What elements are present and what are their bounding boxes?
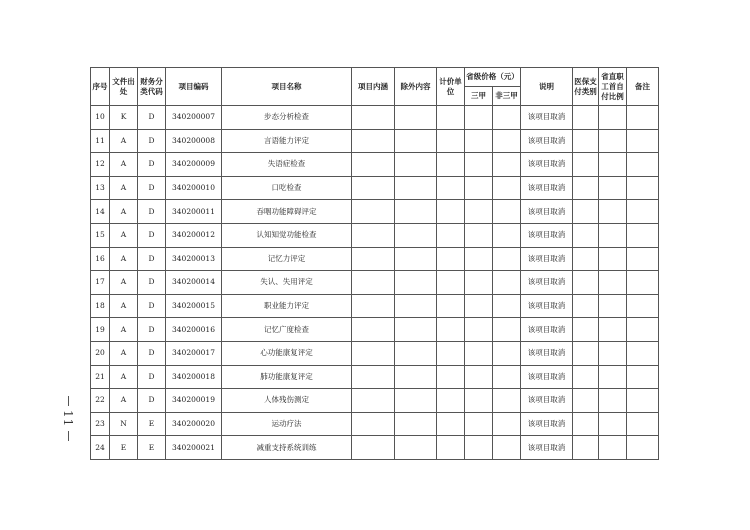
cell-remark: 该项目取消 [521, 129, 573, 153]
cell-excluded [395, 247, 437, 271]
cell-non-grade3 [493, 294, 521, 318]
cell-non-grade3 [493, 247, 521, 271]
cell-self-pay [599, 223, 627, 247]
cell-item-code: 340200007 [166, 106, 222, 130]
table-row [91, 106, 659, 130]
cell-grade3 [465, 341, 493, 365]
cell-grade3 [465, 200, 493, 224]
cell-self-pay [599, 106, 627, 130]
cell-self-pay [599, 129, 627, 153]
cell-item-name: 失认、失用评定 [222, 271, 352, 295]
cell-item-name: 减重支持系统训练 [222, 436, 352, 460]
cell-remark: 该项目取消 [521, 412, 573, 436]
header-grade3: 三甲 [465, 87, 493, 106]
cell-content [352, 176, 395, 200]
cell-seq: 24 [91, 436, 110, 460]
header-price-group: 省级价格（元） [465, 68, 521, 87]
cell-grade3 [465, 247, 493, 271]
table-header [91, 68, 659, 106]
cell-seq: 16 [91, 247, 110, 271]
header-file-origin: 文件出处 [110, 68, 138, 106]
cell-remark: 该项目取消 [521, 271, 573, 295]
page-number-text: 11 [61, 410, 75, 428]
cell-content [352, 389, 395, 413]
cell-item-code: 340200017 [166, 341, 222, 365]
cell-finance-code: D [138, 318, 166, 342]
cell-remark: 该项目取消 [521, 247, 573, 271]
cell-non-grade3 [493, 176, 521, 200]
cell-item-code: 340200010 [166, 176, 222, 200]
cell-unit [437, 341, 465, 365]
cell-excluded [395, 106, 437, 130]
cell-file-origin: A [110, 271, 138, 295]
cell-item-code: 340200015 [166, 294, 222, 318]
table-row [91, 176, 659, 200]
cell-non-grade3 [493, 223, 521, 247]
cell-unit [437, 271, 465, 295]
cell-notes [627, 106, 659, 130]
cell-remark: 该项目取消 [521, 176, 573, 200]
cell-item-code: 340200012 [166, 223, 222, 247]
cell-excluded [395, 389, 437, 413]
cell-content [352, 106, 395, 130]
table-row [91, 318, 659, 342]
cell-excluded [395, 129, 437, 153]
cell-seq: 17 [91, 271, 110, 295]
cell-grade3 [465, 223, 493, 247]
cell-notes [627, 436, 659, 460]
cell-item-name: 认知知觉功能检查 [222, 223, 352, 247]
table-row [91, 129, 659, 153]
cell-content [352, 294, 395, 318]
cell-file-origin: A [110, 341, 138, 365]
cell-unit [437, 318, 465, 342]
header-unit: 计价单位 [437, 68, 465, 106]
header-insurance: 医保支付类别 [573, 68, 599, 106]
cell-excluded [395, 412, 437, 436]
cell-content [352, 318, 395, 342]
cell-item-name: 人体残伤测定 [222, 389, 352, 413]
cell-finance-code: D [138, 153, 166, 177]
cell-excluded [395, 271, 437, 295]
cell-unit [437, 223, 465, 247]
cell-non-grade3 [493, 318, 521, 342]
cell-self-pay [599, 341, 627, 365]
cell-remark: 该项目取消 [521, 153, 573, 177]
cell-insurance [573, 365, 599, 389]
cell-seq: 11 [91, 129, 110, 153]
cell-notes [627, 365, 659, 389]
cell-file-origin: A [110, 294, 138, 318]
header-self-pay: 省直职工首自付比例 [599, 68, 627, 106]
cell-self-pay [599, 436, 627, 460]
cell-file-origin: K [110, 106, 138, 130]
cell-content [352, 129, 395, 153]
header-seq: 序号 [91, 68, 110, 106]
cell-grade3 [465, 106, 493, 130]
table-row [91, 341, 659, 365]
cell-seq: 12 [91, 153, 110, 177]
cell-non-grade3 [493, 436, 521, 460]
cell-insurance [573, 129, 599, 153]
cell-finance-code: D [138, 223, 166, 247]
cell-non-grade3 [493, 389, 521, 413]
cell-item-code: 340200021 [166, 436, 222, 460]
cell-item-code: 340200008 [166, 129, 222, 153]
cell-file-origin: A [110, 247, 138, 271]
header-item-name: 项目名称 [222, 68, 352, 106]
cell-non-grade3 [493, 365, 521, 389]
cell-unit [437, 153, 465, 177]
cell-seq: 15 [91, 223, 110, 247]
header-content: 项目内涵 [352, 68, 395, 106]
cell-item-code: 340200019 [166, 389, 222, 413]
cell-self-pay [599, 412, 627, 436]
cell-grade3 [465, 436, 493, 460]
cell-finance-code: D [138, 341, 166, 365]
cell-unit [437, 294, 465, 318]
page-number-dash-top [68, 396, 69, 406]
cell-file-origin: E [110, 436, 138, 460]
cell-finance-code: D [138, 129, 166, 153]
cell-grade3 [465, 389, 493, 413]
table-row [91, 389, 659, 413]
cell-excluded [395, 341, 437, 365]
cell-non-grade3 [493, 341, 521, 365]
cell-file-origin: A [110, 200, 138, 224]
cell-self-pay [599, 318, 627, 342]
cell-non-grade3 [493, 412, 521, 436]
cell-insurance [573, 106, 599, 130]
cell-unit [437, 389, 465, 413]
cell-excluded [395, 294, 437, 318]
cell-remark: 该项目取消 [521, 365, 573, 389]
cell-notes [627, 294, 659, 318]
cell-insurance [573, 318, 599, 342]
cell-grade3 [465, 294, 493, 318]
cell-file-origin: A [110, 153, 138, 177]
table-row [91, 271, 659, 295]
page-number-dash-bottom [68, 431, 69, 441]
cell-self-pay [599, 200, 627, 224]
cell-insurance [573, 341, 599, 365]
cell-self-pay [599, 365, 627, 389]
cell-file-origin: A [110, 318, 138, 342]
cell-grade3 [465, 271, 493, 295]
cell-item-name: 肺功能康复评定 [222, 365, 352, 389]
cell-finance-code: D [138, 365, 166, 389]
cell-item-code: 340200013 [166, 247, 222, 271]
cell-notes [627, 153, 659, 177]
cell-insurance [573, 223, 599, 247]
cell-excluded [395, 223, 437, 247]
header-remark: 说明 [521, 68, 573, 106]
cell-item-code: 340200014 [166, 271, 222, 295]
cell-unit [437, 247, 465, 271]
cell-seq: 14 [91, 200, 110, 224]
table-row [91, 200, 659, 224]
cell-item-code: 340200016 [166, 318, 222, 342]
cell-seq: 18 [91, 294, 110, 318]
cell-excluded [395, 365, 437, 389]
cell-notes [627, 200, 659, 224]
cell-item-name: 记忆广度检查 [222, 318, 352, 342]
table-row [91, 412, 659, 436]
cell-finance-code: E [138, 436, 166, 460]
cell-insurance [573, 389, 599, 413]
cell-item-name: 吞咽功能障碍评定 [222, 200, 352, 224]
table-body [91, 106, 659, 460]
cell-unit [437, 365, 465, 389]
cell-self-pay [599, 271, 627, 295]
cell-content [352, 247, 395, 271]
table-row [91, 153, 659, 177]
cell-insurance [573, 200, 599, 224]
cell-non-grade3 [493, 106, 521, 130]
cell-excluded [395, 176, 437, 200]
header-finance-code: 财务分类代码 [138, 68, 166, 106]
cell-seq: 10 [91, 106, 110, 130]
cell-file-origin: A [110, 129, 138, 153]
cell-self-pay [599, 389, 627, 413]
cell-remark: 该项目取消 [521, 106, 573, 130]
cell-content [352, 271, 395, 295]
cell-notes [627, 341, 659, 365]
header-excluded: 除外内容 [395, 68, 437, 106]
cell-insurance [573, 153, 599, 177]
cell-remark: 该项目取消 [521, 436, 573, 460]
cell-notes [627, 223, 659, 247]
cell-content [352, 365, 395, 389]
cell-insurance [573, 412, 599, 436]
cell-self-pay [599, 294, 627, 318]
cell-item-name: 心功能康复评定 [222, 341, 352, 365]
cell-seq: 21 [91, 365, 110, 389]
cell-remark: 该项目取消 [521, 389, 573, 413]
cell-unit [437, 436, 465, 460]
cell-excluded [395, 153, 437, 177]
cell-content [352, 412, 395, 436]
cell-item-code: 340200020 [166, 412, 222, 436]
cell-unit [437, 176, 465, 200]
cell-seq: 19 [91, 318, 110, 342]
cell-notes [627, 389, 659, 413]
cell-content [352, 223, 395, 247]
cell-excluded [395, 318, 437, 342]
cell-finance-code: D [138, 247, 166, 271]
table-row [91, 436, 659, 460]
cell-notes [627, 129, 659, 153]
cell-self-pay [599, 153, 627, 177]
cell-item-name: 职业能力评定 [222, 294, 352, 318]
cell-remark: 该项目取消 [521, 294, 573, 318]
cell-item-name: 运动疗法 [222, 412, 352, 436]
cell-grade3 [465, 365, 493, 389]
cell-notes [627, 412, 659, 436]
cell-content [352, 341, 395, 365]
header-non-grade3: 非三甲 [493, 87, 521, 106]
cell-file-origin: A [110, 365, 138, 389]
cell-finance-code: D [138, 271, 166, 295]
cell-item-code: 340200018 [166, 365, 222, 389]
cell-self-pay [599, 247, 627, 271]
header-item-code: 项目编码 [166, 68, 222, 106]
cell-file-origin: N [110, 412, 138, 436]
cell-file-origin: A [110, 389, 138, 413]
cell-remark: 该项目取消 [521, 200, 573, 224]
cell-unit [437, 412, 465, 436]
cell-non-grade3 [493, 200, 521, 224]
cell-insurance [573, 176, 599, 200]
cell-notes [627, 176, 659, 200]
cell-insurance [573, 436, 599, 460]
page-number [58, 396, 78, 441]
cell-item-name: 口吃检查 [222, 176, 352, 200]
cell-item-code: 340200009 [166, 153, 222, 177]
cell-finance-code: D [138, 200, 166, 224]
cell-seq: 22 [91, 389, 110, 413]
cell-non-grade3 [493, 153, 521, 177]
cell-insurance [573, 247, 599, 271]
table-row [91, 365, 659, 389]
cell-non-grade3 [493, 129, 521, 153]
cell-content [352, 200, 395, 224]
cell-unit [437, 200, 465, 224]
cell-file-origin: A [110, 176, 138, 200]
cell-seq: 23 [91, 412, 110, 436]
cell-notes [627, 318, 659, 342]
table-row [91, 223, 659, 247]
cell-finance-code: D [138, 389, 166, 413]
cell-remark: 该项目取消 [521, 341, 573, 365]
cell-self-pay [599, 176, 627, 200]
table-row [91, 247, 659, 271]
cell-insurance [573, 294, 599, 318]
cell-grade3 [465, 412, 493, 436]
cell-grade3 [465, 318, 493, 342]
cell-finance-code: D [138, 176, 166, 200]
cell-grade3 [465, 153, 493, 177]
cell-item-name: 记忆力评定 [222, 247, 352, 271]
cell-finance-code: D [138, 106, 166, 130]
header-notes: 备注 [627, 68, 659, 106]
cell-seq: 13 [91, 176, 110, 200]
cell-grade3 [465, 176, 493, 200]
cell-unit [437, 129, 465, 153]
price-table [90, 67, 659, 460]
cell-insurance [573, 271, 599, 295]
cell-content [352, 436, 395, 460]
cell-item-code: 340200011 [166, 200, 222, 224]
cell-seq: 20 [91, 341, 110, 365]
cell-item-name: 步态分析检查 [222, 106, 352, 130]
cell-grade3 [465, 129, 493, 153]
cell-notes [627, 247, 659, 271]
cell-excluded [395, 436, 437, 460]
cell-item-name: 失语症检查 [222, 153, 352, 177]
cell-finance-code: D [138, 294, 166, 318]
cell-item-name: 言语能力评定 [222, 129, 352, 153]
cell-remark: 该项目取消 [521, 223, 573, 247]
cell-notes [627, 271, 659, 295]
cell-file-origin: A [110, 223, 138, 247]
cell-remark: 该项目取消 [521, 318, 573, 342]
cell-content [352, 153, 395, 177]
table-row [91, 294, 659, 318]
cell-unit [437, 106, 465, 130]
cell-finance-code: E [138, 412, 166, 436]
cell-non-grade3 [493, 271, 521, 295]
cell-excluded [395, 200, 437, 224]
